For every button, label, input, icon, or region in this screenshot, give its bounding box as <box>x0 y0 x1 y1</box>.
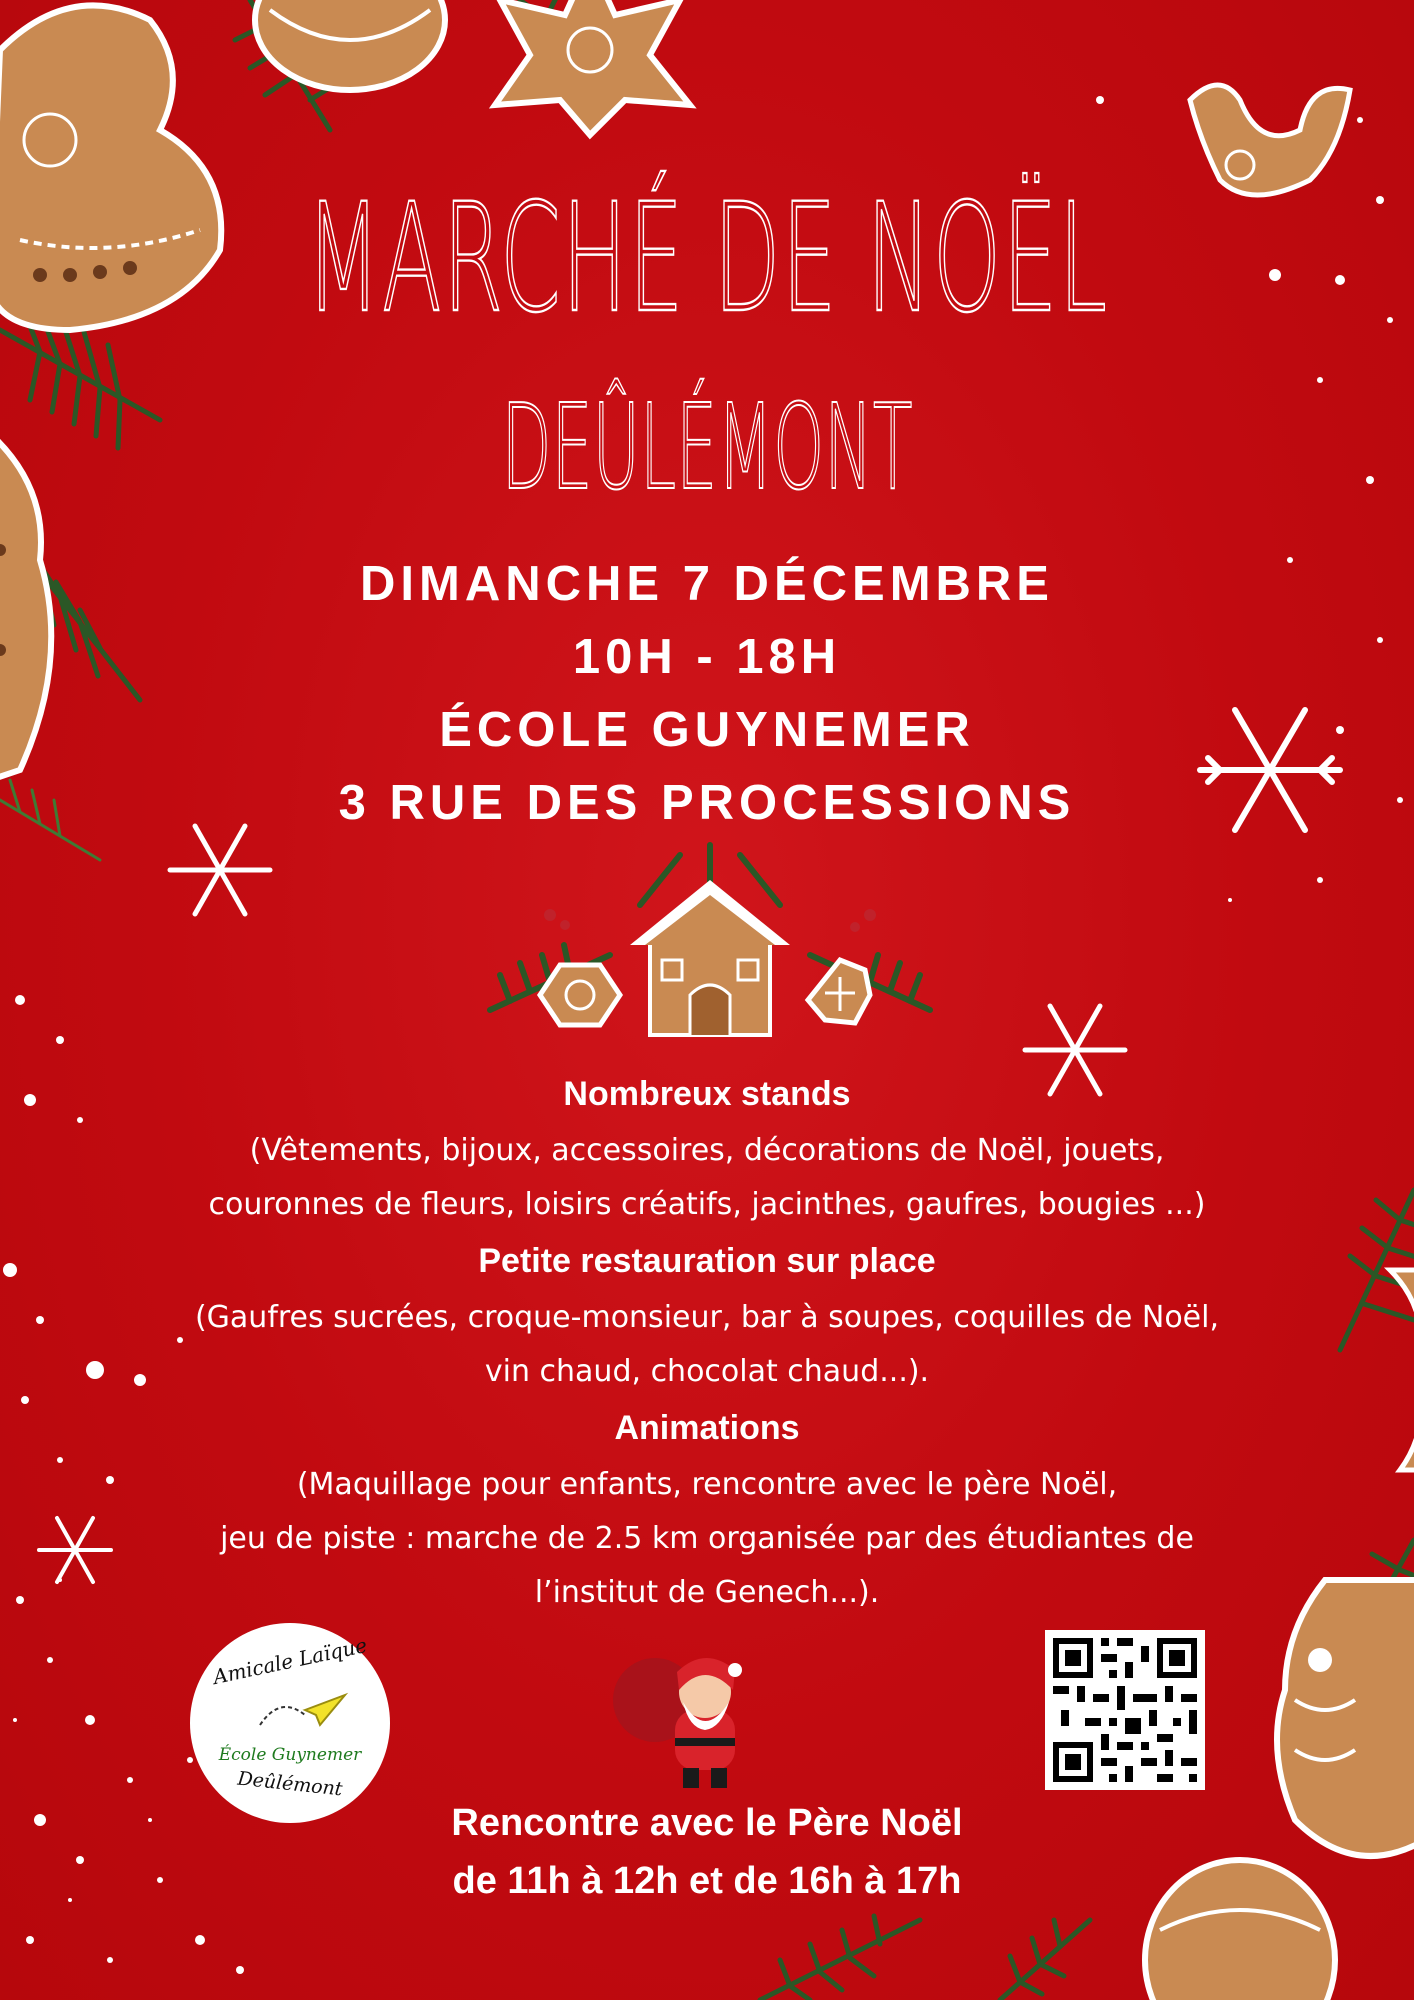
logo-line-2: École Guynemer <box>218 1745 362 1765</box>
event-hours: 10H - 18H <box>572 630 842 684</box>
santa-meeting-title: Rencontre avec le Père Noël <box>451 1802 963 1844</box>
section-text-line: l’institut de Genech...). <box>534 1575 880 1610</box>
town-title: DEÛLÉMONT <box>501 378 913 516</box>
gingerbread-cookie-top <box>250 0 450 100</box>
gingerbread-star-icon <box>475 0 705 130</box>
section-text-food <box>0 1291 1414 1399</box>
event-address: 3 RUE DES PROCESSIONS <box>338 776 1076 830</box>
logo-line-1: Amicale Laïque <box>210 1632 370 1690</box>
section-text-line: couronnes de fleurs, loisirs créatifs, jacinthes, gaufres, bougies ...) <box>208 1187 1206 1222</box>
event-venue: ÉCOLE GUYNEMER <box>439 703 975 757</box>
section-title-stands: Nombreux stands <box>563 1075 851 1113</box>
snowflake-icon <box>165 820 275 920</box>
section-text-line: (Gaufres sucrées, croque-monsieur, bar à soupes, coquilles de Noël, <box>194 1300 1220 1335</box>
santa-icon <box>605 1650 775 1800</box>
section-title-food: Petite restauration sur place <box>478 1242 936 1280</box>
section-text-line: (Maquillage pour enfants, rencontre avec le père Noël, <box>296 1467 1118 1502</box>
school-logo <box>190 1623 390 1823</box>
logo-line-3: Deûlémont <box>236 1767 344 1801</box>
qr-code-icon <box>1045 1630 1205 1790</box>
santa-meeting-hours: de 11h à 12h et de 16h à 17h <box>452 1860 962 1902</box>
section-text-stands <box>0 1124 1414 1232</box>
section-text-line: jeu de piste : marche de 2.5 km organisée par des étudiantes de <box>220 1521 1194 1556</box>
gingerbread-house-icon <box>490 845 930 1045</box>
section-text-line: vin chaud, chocolat chaud...). <box>484 1354 930 1389</box>
section-title-animations: Animations <box>614 1409 800 1447</box>
gingerbread-horse-icon <box>0 0 260 350</box>
section-text-line: (Vêtements, bijoux, accessoires, décorations de Noël, jouets, <box>249 1133 1165 1168</box>
event-date: DIMANCHE 7 DÉCEMBRE <box>360 557 1054 611</box>
section-text-animations <box>0 1458 1414 1620</box>
paper-plane-icon <box>250 1685 350 1735</box>
page-title: MARCHÉ DE NOËL <box>305 172 1109 346</box>
